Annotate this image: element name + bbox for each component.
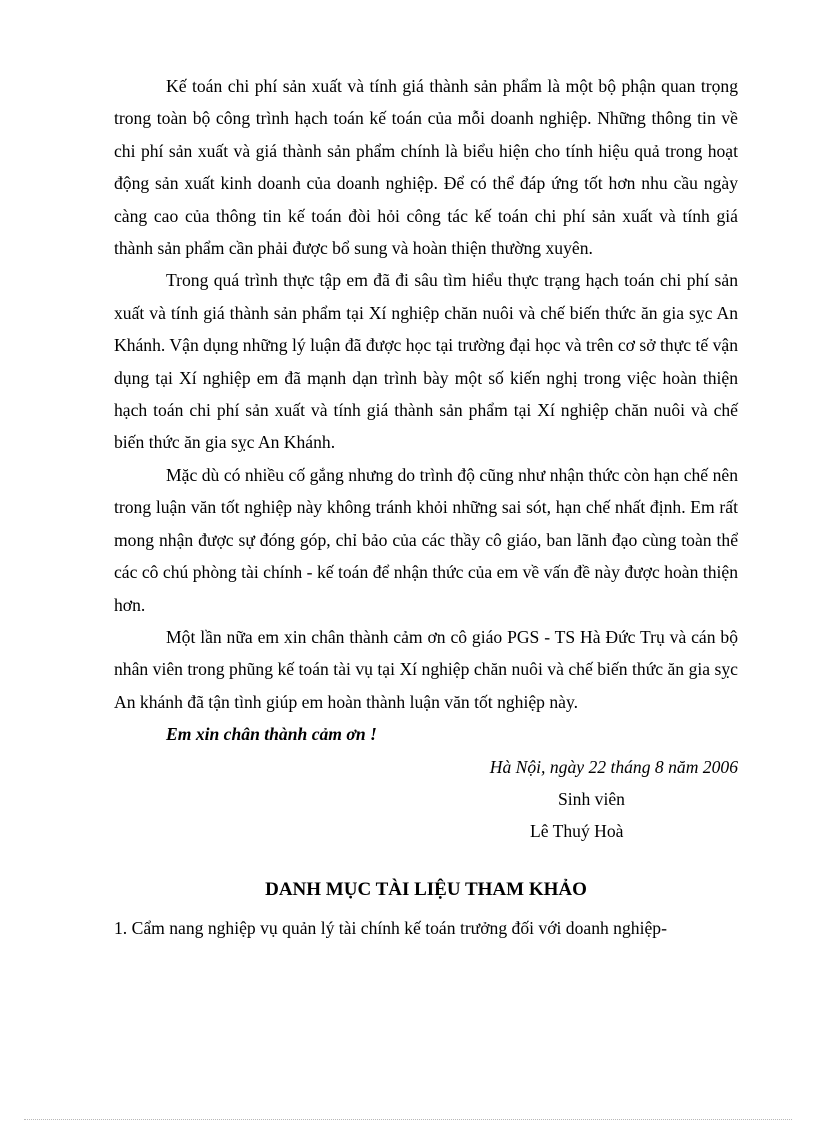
references-heading: DANH MỤC TÀI LIỆU THAM KHẢO bbox=[265, 878, 587, 900]
signature-name: Lê Thuý Hoà bbox=[530, 821, 624, 842]
body-paragraph-3: Mặc dù có nhiều cố gắng nhưng do trình độ cũng như nhận thức còn hạn chế nên trong luận văn tốt nghiệp này không tránh khỏi những sai sót, hạn chế nhất định. Em rất mong nhận được sự đóng góp, chỉ bảo của các thầy cô giáo, ban lãnh đạo cùng toàn thể các cô chú phòng tài chính - kế toán để nhận thức của em về vấn đề này được hoàn thiện hơn. bbox=[114, 464, 738, 615]
signature-role: Sinh viên bbox=[558, 788, 625, 809]
reference-item: 1. Cẩm nang nghiệp vụ quản lý tài chính kế toán trưởng đối với doanh nghiệp- bbox=[114, 917, 667, 938]
closing-thanks: Em xin chân thành cảm ơn ! bbox=[166, 724, 377, 745]
body-paragraph-1: Kế toán chi phí sản xuất và tính giá thành sản phẩm là một bộ phận quan trọng trong toàn bộ công trình hạch toán kế toán của mỗi doanh nghiệp. Những thông tin về chi phí sản xuất và giá thành sản phẩm chính là biểu hiện cho tính hiệu quả trong hoạt động sản xuất kinh doanh của doanh nghiệp. Để có thể đáp ứng tốt hơn nhu cầu ngày càng cao của thông tin kế toán đòi hỏi công tác kế toán chi phí sản xuất và tính giá thành sản phẩm cần phải được bổ sung và hoàn thiện thường xuyên. bbox=[114, 76, 738, 259]
signature-date: Hà Nội, ngày 22 tháng 8 năm 2006 bbox=[489, 756, 738, 777]
body-paragraph-4: Một lần nữa em xin chân thành cảm ơn cô giáo PGS - TS Hà Đức Trụ và cán bộ nhân viên trong phũng kế toán tài vụ tại Xí nghiệp chăn nuôi và chế biến thức ăn gia sỵc An khánh đã tận tình giúp em hoàn thành luận văn tốt nghiệp này. bbox=[114, 626, 738, 712]
body-paragraph-2: Trong quá trình thực tập em đã đi sâu tìm hiểu thực trạng hạch toán chi phí sản xuất và tính giá thành sản phẩm tại Xí nghiệp chăn nuôi và chế biến thức ăn gia sỵc An Khánh. Vận dụng những lý luận đã được học tại trường đại học và trên cơ sở thực tế vận dụng tại Xí nghiệp em đã mạnh dạn trình bày một số kiến nghị trong việc hoàn thiện hạch toán chi phí sản xuất và tính giá thành sản phẩm tại Xí nghiệp chăn nuôi và chế biến thức ăn gia sỵc An Khánh. bbox=[114, 270, 738, 453]
document-page bbox=[114, 70, 738, 944]
page-bottom-divider bbox=[24, 1119, 792, 1120]
signature-block bbox=[114, 751, 738, 848]
